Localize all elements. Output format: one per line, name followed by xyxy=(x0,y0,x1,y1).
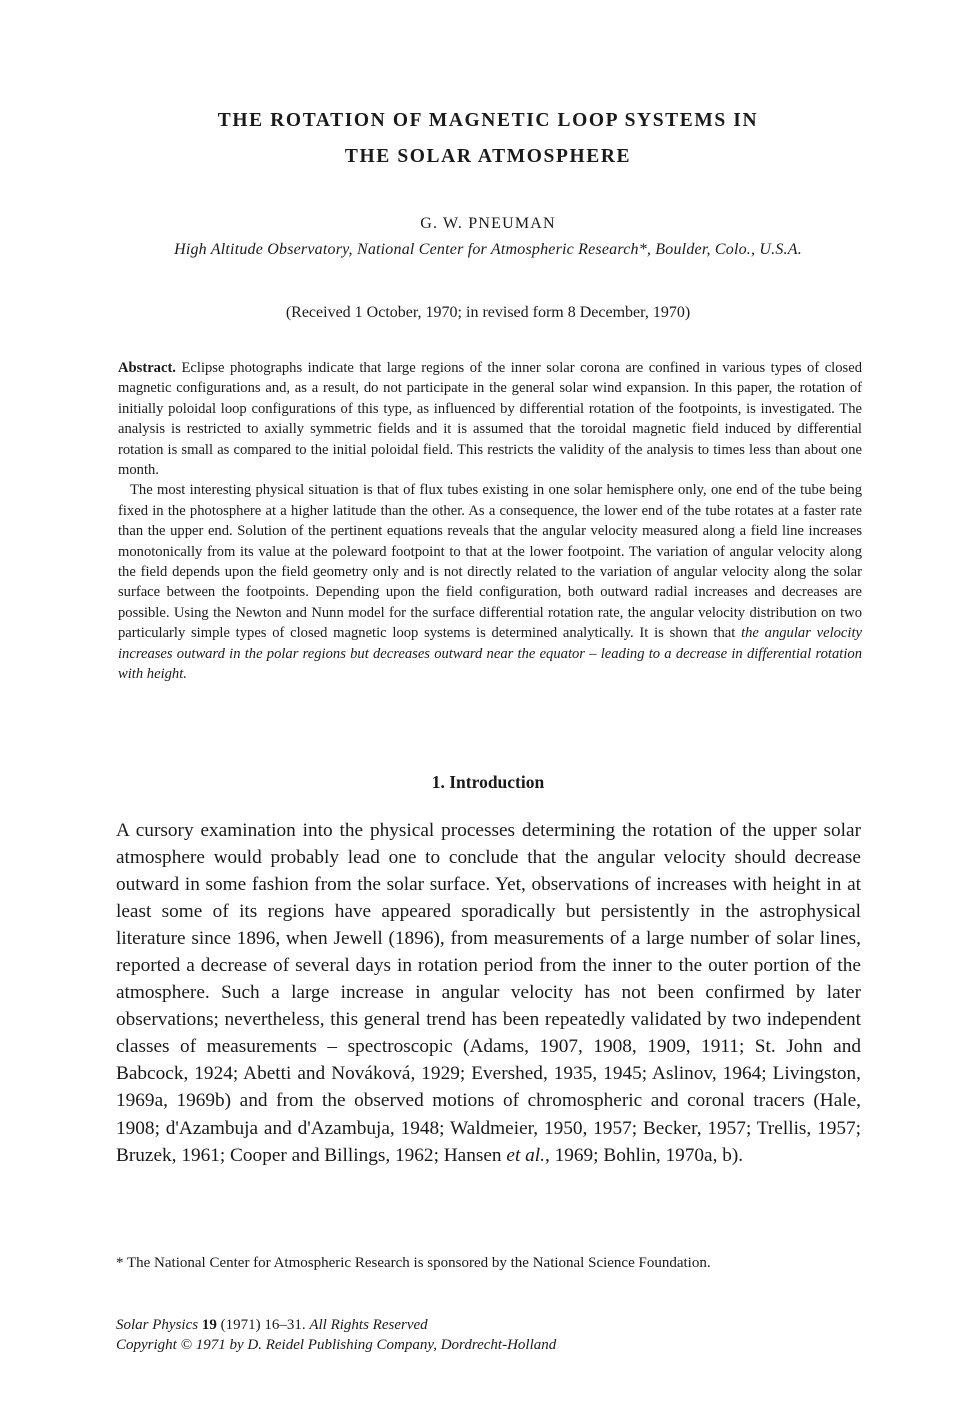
paper-title-line-1: THE ROTATION OF MAGNETIC LOOP SYSTEMS IN xyxy=(217,110,759,131)
journal-name: Solar Physics xyxy=(116,1317,199,1333)
page-footer xyxy=(116,1315,556,1355)
journal-pages: (1971) 16–31. xyxy=(220,1317,306,1333)
paper-title-line-2: THE SOLAR ATMOSPHERE xyxy=(344,146,632,167)
copyright-notice: Copyright © 1971 by D. Reidel Publishing Company, Dordrecht-Holland xyxy=(116,1337,557,1353)
section-heading-introduction: 1. Introduction xyxy=(431,772,545,792)
et-al-citation: et al. xyxy=(506,1144,545,1166)
abstract-paragraph-2-text: The most interesting physical situation is that of flux tubes existing in one solar hemisphere only, one end of the tube being fixed in the photosphere at a higher latitude than the other. As a consequence, the lower end of the tube rotates at a faster rate than the upper end. Solution of the pertinent equations reveals that the angular velocity measured along a field line increases monotonically from its value at the poleward footpoint to that at the lower footpoint. The variation of angular velocity along the field depends upon the field geometry only and is not directly related to the variation of angular velocity along the solar surface between the footpoints. Depending upon the field configuration, both outward radial increases and decreases are possible. Using the Newton and Nunn model for the surface differential rotation rate, the angular velocity distribution on two particularly simple types of closed magnetic loop systems is determined analytically. It is shown that xyxy=(118,482,862,642)
introduction-text-end: , 1969; Bohlin, 1970a, b). xyxy=(544,1144,744,1166)
author-affiliation: High Altitude Observatory, National Center for Atmospheric Research*, Boulder, Colo., U.S.A. xyxy=(174,241,802,258)
footnote: * The National Center for Atmospheric Research is sponsored by the National Science Foundation. xyxy=(116,1255,711,1271)
abstract-label: Abstract. xyxy=(118,360,176,376)
abstract-paragraph-1-text: Eclipse photographs indicate that large regions of the inner solar corona are confined in various types of closed magnetic configurations and, as a result, do not participate in the general solar wind expansion. In this paper, the rotation of initially poloidal loop configurations of this type, as influenced by differential rotation of the footpoints, is investigated. The analysis is restricted to axially symmetric fields and it is assumed that the toroidal magnetic field induced by differential rotation is small as compared to the initial poloidal field. This restricts the validity of the analysis to times less than about one month. xyxy=(118,360,862,479)
received-dates: (Received 1 October, 1970; in revised form 8 December, 1970) xyxy=(285,304,691,321)
abstract xyxy=(118,358,862,685)
abstract-paragraph-2 xyxy=(118,480,862,684)
abstract-key-finding: the angular velocity increases outward in the polar regions but decreases outward near the equator – leading to a decrease in differential rotation with height. xyxy=(118,625,862,683)
author-name: G. W. PNEUMAN xyxy=(420,215,556,232)
journal-volume: 19 xyxy=(201,1317,217,1333)
abstract-paragraph-1 xyxy=(118,358,862,480)
rights-notice: All Rights Reserved xyxy=(309,1317,428,1333)
introduction-paragraph xyxy=(116,817,861,1169)
introduction-text: A cursory examination into the physical processes determining the rotation of the upper solar atmosphere would probably lead one to conclude that the angular velocity should decrease outward in some fashion from the solar surface. Yet, observations of increases with height in at least some of its regions have appeared sporadically but persistently in the astrophysical literature since 1896, when Jewell (1896), from measurements of a large number of solar lines, reported a decrease of several days in rotation period from the inner to the outer portion of the atmosphere. Such a large increase in angular velocity has not been confirmed by later observations; nevertheless, this general trend has been repeatedly validated by two independent classes of measurements – spectroscopic (Adams, 1907, 1908, 1909, 1911; St. John and Babcock, 1924; Abetti and Nováková, 1929; Evershed, 1935, 1945; Aslinov, 1964; Livingston, 1969a, 1969b) and from the observed motions of chromospheric and coronal tracers (Hale, 1908; d'Azambuja and d'Azambuja, 1948; Waldmeier, 1950, 1957; Becker, 1957; Trellis, 1957; Bruzek, 1961; Cooper and Billings, 1962; Hansen xyxy=(116,820,861,1166)
journal-citation xyxy=(116,1315,556,1335)
